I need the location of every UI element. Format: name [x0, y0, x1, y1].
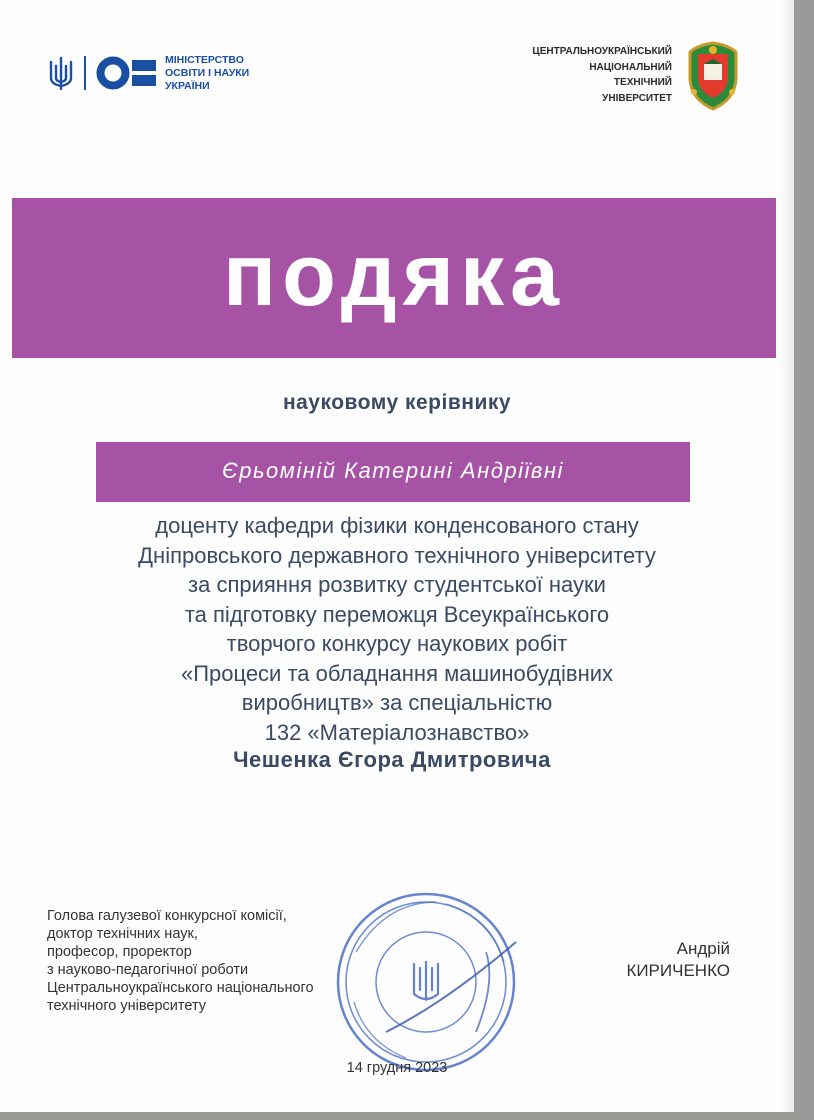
- header-divider: [84, 56, 86, 90]
- certificate-title: подяка: [223, 225, 565, 324]
- trident-icon: [47, 56, 75, 90]
- stamp-icon: [326, 882, 526, 1082]
- body-line: та підготовку переможця Всеукраїнського: [184, 601, 610, 627]
- mon-logo-icon: [96, 56, 158, 90]
- certificate-body: [0, 511, 794, 747]
- body-line: за сприяння розвитку студентської науки: [188, 572, 606, 597]
- issue-date: 14 грудня 2023: [346, 1060, 448, 1076]
- student-name: Чешенка Єгора Дмитровича: [233, 747, 551, 772]
- recipient-name: Єрьоміній Катерині Андріївні: [222, 458, 564, 483]
- body-line: Дніпровського державного технічного університету: [138, 542, 656, 568]
- signer-position: Голова галузевої конкурсної комісії, доктор технічних наук, професор, проректор з науково-педагогічної роботи Центральноукраїнського національного технічного університету: [47, 908, 314, 1014]
- crest-icon: [684, 40, 742, 112]
- body-line: 132 «Матеріалознавство»: [264, 719, 530, 745]
- body-line: творчого конкурсу наукових робіт: [226, 631, 568, 656]
- ministry-name: МІНІСТЕРСТВО ОСВІТИ І НАУКИ УКРАЇНИ: [165, 54, 250, 92]
- signer-name: Андрій КИРИЧЕНКО: [626, 939, 730, 980]
- body-line: доценту кафедри фізики конденсованого стану: [155, 513, 639, 538]
- body-line: «Процеси та обладнання машинобудівних: [180, 660, 614, 686]
- university-name: ЦЕНТРАЛЬНОУКРАЇНСЬКИЙ НАЦІОНАЛЬНИЙ ТЕХНІЧНИЙ УНІВЕРСИТЕТ: [532, 46, 672, 104]
- body-line: виробництв» за спеціальністю: [241, 690, 553, 715]
- subtitle: науковому керівнику: [282, 391, 512, 414]
